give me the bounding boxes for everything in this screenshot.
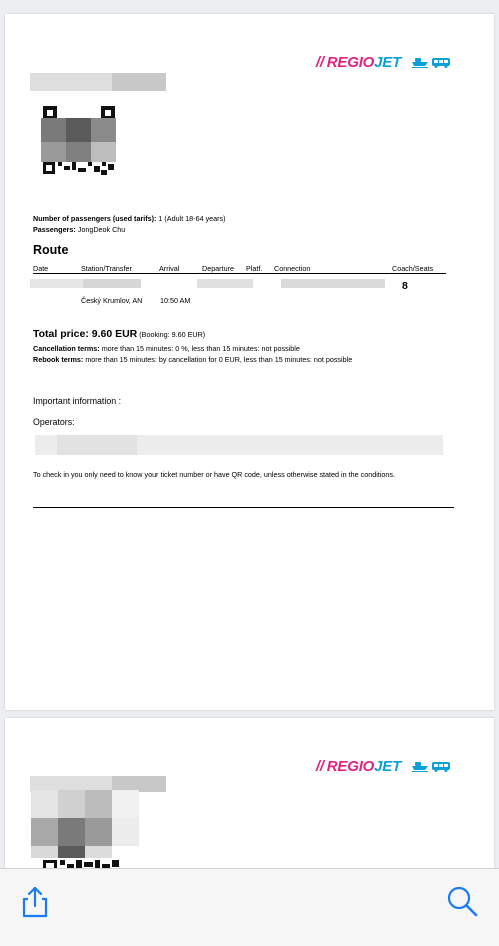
total-price: Total price: 9.60 EUR (Booking: 9.60 EUR)	[33, 328, 206, 340]
operators-redacted-part	[57, 435, 137, 455]
checkin-note: To check in you only need to know your ticket number or have QR code, unless otherwise stated in the conditions.	[33, 470, 395, 479]
arrival-time: 10:50 AM	[160, 296, 191, 305]
rebook-terms: Rebook terms: more than 15 minutes: by cancellation for 0 EUR, less than 15 minutes: not possible	[33, 355, 353, 364]
bus-icon	[432, 761, 450, 772]
col-coach-seats: Coach/Seats	[392, 264, 434, 273]
col-platform: Platf.	[246, 264, 263, 273]
search-button[interactable]	[446, 885, 480, 919]
ticket-number-redacted	[30, 73, 112, 91]
cancellation-terms: Cancellation terms: more than 15 minutes: 0 %, less than 15 minutes: not possible	[33, 344, 300, 353]
col-station: Station/Transfer	[81, 264, 132, 273]
col-connection: Connection	[274, 264, 311, 273]
share-button[interactable]	[18, 885, 52, 919]
passenger-names-line: Passengers: JongDeok Chu	[33, 225, 126, 234]
boat-icon	[412, 761, 428, 772]
share-icon	[18, 885, 52, 919]
col-date: Date	[33, 264, 49, 273]
arrival-station: Český Krumlov, AN	[81, 296, 143, 305]
table-header-rule	[33, 273, 446, 274]
regiojet-logo: // REGIOJET	[316, 54, 450, 72]
ticket-number-redacted-part	[112, 73, 166, 91]
bottom-rule	[33, 507, 454, 508]
search-icon	[446, 885, 480, 919]
col-departure: Departure	[202, 264, 234, 273]
regiojet-logo-page2: // REGIOJET	[316, 758, 450, 776]
departure-time-redacted	[197, 279, 253, 288]
qr-code-page2	[31, 790, 141, 879]
boat-icon	[412, 57, 428, 68]
bus-icon	[432, 57, 450, 68]
passenger-count-line: Number of passengers (used tarifs): 1 (Adult 18-64 years)	[33, 214, 226, 223]
seat-number: 8	[402, 280, 408, 292]
operators-heading: Operators:	[33, 417, 75, 427]
col-arrival: Arrival	[159, 264, 180, 273]
connection-redacted	[281, 279, 385, 288]
route-heading: Route	[33, 243, 69, 257]
important-information-heading: Important information :	[33, 396, 122, 406]
departure-station-redacted	[83, 279, 141, 288]
qr-code	[41, 104, 117, 181]
ticket-page-1	[5, 14, 494, 710]
bottom-toolbar	[0, 868, 499, 946]
